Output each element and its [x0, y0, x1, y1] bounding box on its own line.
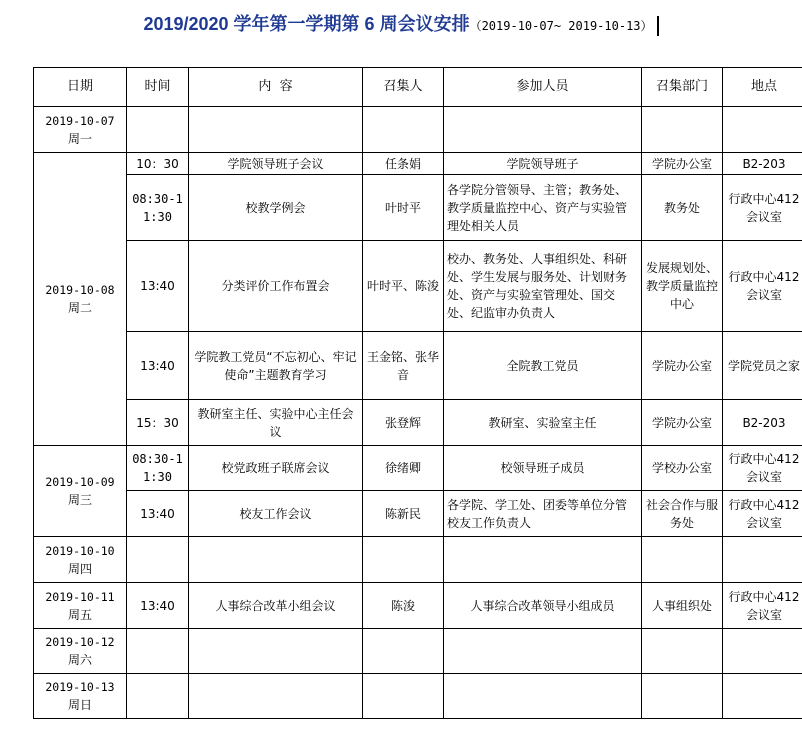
table-row	[34, 674, 802, 719]
meeting-attendees: 全院教工党员	[444, 332, 642, 400]
date-cell: 2019-10-11 周五	[34, 583, 127, 629]
meeting-attendees: 各学院分管领导、主管；教务处、教学质量监控中心、资产与实验管理处相关人员	[444, 175, 642, 241]
meeting-location: 行政中心412会议室	[723, 583, 802, 629]
header-attendees: 参加人员	[444, 68, 642, 107]
meeting-attendees: 校办、教务处、人事组织处、科研处、学生发展与服务处、计划财务处、资产与实验室管理处、国交处、纪监审办负责人	[444, 241, 642, 332]
table-row	[34, 400, 802, 446]
meeting-location: 行政中心412会议室	[723, 241, 802, 332]
date-cell: 2019-10-12 周六	[34, 629, 127, 674]
meeting-department: 社会合作与服务处	[642, 491, 723, 537]
header-date: 日期	[34, 68, 127, 107]
meeting-time: 13:40	[127, 583, 189, 629]
header-department: 召集部门	[642, 68, 723, 107]
table-row	[34, 491, 802, 537]
table-row	[34, 629, 802, 674]
date-cell: 2019-10-07 周一	[34, 107, 127, 153]
meeting-convener: 任条娟	[363, 153, 444, 175]
meeting-attendees: 各学院、学工处、团委等单位分管校友工作负责人	[444, 491, 642, 537]
date-cell: 2019-10-13 周日	[34, 674, 127, 719]
header-time: 时间	[127, 68, 189, 107]
header-location: 地点	[723, 68, 802, 107]
date-cell: 2019-10-10 周四	[34, 537, 127, 583]
meeting-attendees: 人事综合改革领导小组成员	[444, 583, 642, 629]
meeting-department: 学校办公室	[642, 446, 723, 491]
meeting-location: B2-203	[723, 400, 802, 446]
table-row	[34, 332, 802, 400]
meeting-department: 教务处	[642, 175, 723, 241]
page-title	[0, 8, 802, 40]
title-main: 2019/2020 学年第一学期第 6 周会议安排	[143, 14, 470, 34]
meeting-time: 13:40	[127, 332, 189, 400]
meeting-location: 学院党员之家	[723, 332, 802, 400]
table-row	[34, 107, 802, 153]
table-row	[34, 537, 802, 583]
meeting-convener: 叶时平、陈浚	[363, 241, 444, 332]
meeting-department: 发展规划处、教学质量监控中心	[642, 241, 723, 332]
meeting-time: 10：30	[127, 153, 189, 175]
meeting-content: 人事综合改革小组会议	[189, 583, 363, 629]
meeting-time: 13:40	[127, 241, 189, 332]
meeting-time: 13:40	[127, 491, 189, 537]
meeting-convener: 徐绪卿	[363, 446, 444, 491]
table-row	[34, 153, 802, 175]
meeting-content: 学院领导班子会议	[189, 153, 363, 175]
text-cursor	[657, 16, 659, 36]
meeting-department: 学院办公室	[642, 400, 723, 446]
meeting-content: 校党政班子联席会议	[189, 446, 363, 491]
meeting-location: 行政中心412会议室	[723, 446, 802, 491]
meeting-convener: 王金铭、张华音	[363, 332, 444, 400]
meeting-content: 分类评价工作布置会	[189, 241, 363, 332]
meeting-content: 校友工作会议	[189, 491, 363, 537]
meeting-attendees: 教研室、实验室主任	[444, 400, 642, 446]
header-convener: 召集人	[363, 68, 444, 107]
meeting-convener: 陈新民	[363, 491, 444, 537]
meeting-department: 学院办公室	[642, 153, 723, 175]
meeting-content: 学院教工党员“不忘初心、牢记使命”主题教育学习	[189, 332, 363, 400]
meeting-time: 15：30	[127, 400, 189, 446]
meeting-location: 行政中心412会议室	[723, 175, 802, 241]
meeting-attendees: 校领导班子成员	[444, 446, 642, 491]
meeting-schedule-table	[33, 67, 802, 719]
title-date-range: （2019-10-07~ 2019-10-13）	[469, 19, 653, 33]
meeting-attendees: 学院领导班子	[444, 153, 642, 175]
table-row	[34, 583, 802, 629]
header-content: 内 容	[189, 68, 363, 107]
meeting-department: 学院办公室	[642, 332, 723, 400]
date-cell: 2019-10-09 周三	[34, 446, 127, 537]
header-row	[34, 68, 802, 107]
meeting-convener: 陈浚	[363, 583, 444, 629]
meeting-location: 行政中心412会议室	[723, 491, 802, 537]
meeting-content: 教研室主任、实验中心主任会议	[189, 400, 363, 446]
table-row	[34, 446, 802, 491]
date-cell: 2019-10-08 周二	[34, 153, 127, 446]
table-row	[34, 241, 802, 332]
meeting-department: 人事组织处	[642, 583, 723, 629]
meeting-convener: 叶时平	[363, 175, 444, 241]
meeting-content: 校教学例会	[189, 175, 363, 241]
meeting-convener: 张登辉	[363, 400, 444, 446]
table-row	[34, 175, 802, 241]
meeting-time: 08:30-11:30	[127, 175, 189, 241]
meeting-time: 08:30-11:30	[127, 446, 189, 491]
meeting-location: B2-203	[723, 153, 802, 175]
